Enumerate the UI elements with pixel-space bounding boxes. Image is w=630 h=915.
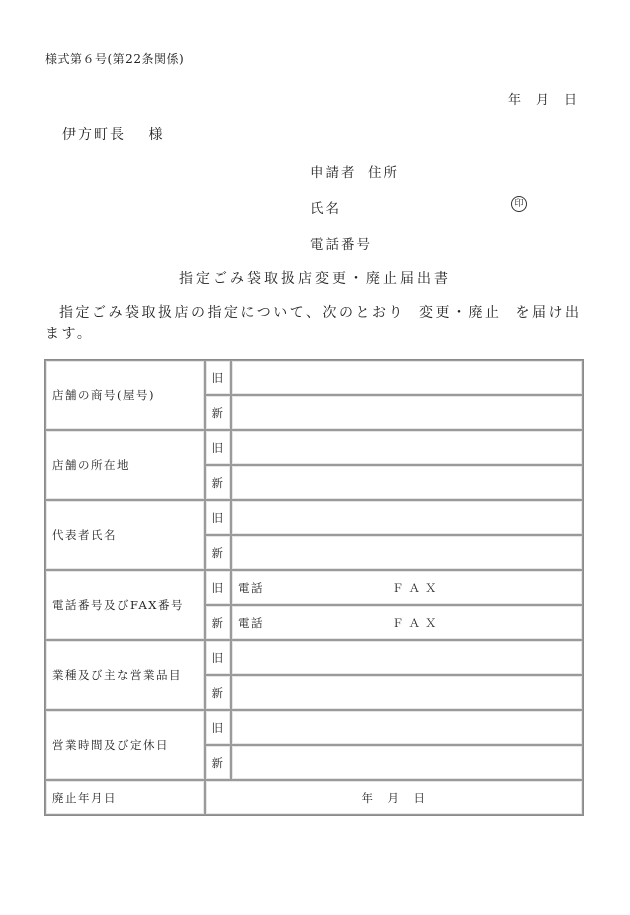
location-old-field[interactable] bbox=[231, 430, 583, 465]
table-row bbox=[45, 500, 583, 535]
new-label: 新 bbox=[205, 605, 231, 640]
submission-date: 年 月 日 bbox=[507, 93, 578, 108]
address-label: 住所 bbox=[368, 165, 399, 181]
seal-mark: 印 bbox=[511, 196, 527, 212]
applicant-phone-row bbox=[310, 233, 372, 253]
business-type-old-field[interactable] bbox=[231, 640, 583, 675]
business-type-new-field[interactable] bbox=[231, 675, 583, 710]
trade-name-old-field[interactable] bbox=[231, 360, 583, 395]
new-label: 新 bbox=[205, 745, 231, 780]
old-label: 旧 bbox=[205, 640, 231, 675]
phone-sublabel: 電話 bbox=[238, 615, 264, 630]
fax-sublabel: ＦＡＸ bbox=[392, 580, 442, 595]
row-label: 店舗の商号(屋号) bbox=[45, 360, 205, 430]
table-row bbox=[45, 640, 583, 675]
abolition-date-field[interactable]: 年 月 日 bbox=[205, 780, 583, 815]
row-label: 店舗の所在地 bbox=[45, 430, 205, 500]
applicant-name-row bbox=[310, 197, 341, 217]
new-label: 新 bbox=[205, 675, 231, 710]
abolition-date-label: 廃止年月日 bbox=[45, 780, 205, 815]
new-label: 新 bbox=[205, 395, 231, 430]
table-row bbox=[45, 710, 583, 745]
body-text-post: を届け出ます。 bbox=[45, 305, 582, 342]
name-label: 氏名 bbox=[310, 201, 341, 217]
change-details-table bbox=[44, 359, 584, 816]
row-label: 電話番号及びFAX番号 bbox=[45, 570, 205, 640]
body-text-pre: 指定ごみ袋取扱店の指定について、次のとおり bbox=[59, 305, 405, 321]
new-label: 新 bbox=[205, 465, 231, 500]
form-number: 様式第６号(第22条関係) bbox=[45, 52, 185, 66]
location-new-field[interactable] bbox=[231, 465, 583, 500]
phone-label: 電話番号 bbox=[310, 237, 372, 253]
trade-name-new-field[interactable] bbox=[231, 395, 583, 430]
row-label: 代表者氏名 bbox=[45, 500, 205, 570]
old-label: 旧 bbox=[205, 430, 231, 465]
phone-fax-old-field[interactable] bbox=[231, 570, 583, 605]
old-label: 旧 bbox=[205, 500, 231, 535]
new-label: 新 bbox=[205, 535, 231, 570]
phone-sublabel: 電話 bbox=[238, 580, 264, 595]
document-title: 指定ごみ袋取扱店変更・廃止届出書 bbox=[179, 271, 451, 287]
addressee: 伊方町長 様 bbox=[62, 127, 165, 143]
hours-old-field[interactable] bbox=[231, 710, 583, 745]
representative-new-field[interactable] bbox=[231, 535, 583, 570]
table-row bbox=[45, 360, 583, 395]
table-row bbox=[45, 570, 583, 605]
representative-old-field[interactable] bbox=[231, 500, 583, 535]
body-text bbox=[45, 303, 587, 345]
applicant-label: 申請者 bbox=[310, 165, 357, 181]
row-label: 業種及び主な営業品目 bbox=[45, 640, 205, 710]
table-row bbox=[45, 780, 583, 815]
table-row bbox=[45, 430, 583, 465]
hours-new-field[interactable] bbox=[231, 745, 583, 780]
old-label: 旧 bbox=[205, 360, 231, 395]
row-label: 営業時間及び定休日 bbox=[45, 710, 205, 780]
body-option-change-abolish: 変更・廃止 bbox=[418, 305, 502, 321]
phone-fax-new-field[interactable] bbox=[231, 605, 583, 640]
old-label: 旧 bbox=[205, 710, 231, 745]
applicant-address-row bbox=[310, 161, 399, 181]
fax-sublabel: ＦＡＸ bbox=[392, 615, 442, 630]
old-label: 旧 bbox=[205, 570, 231, 605]
